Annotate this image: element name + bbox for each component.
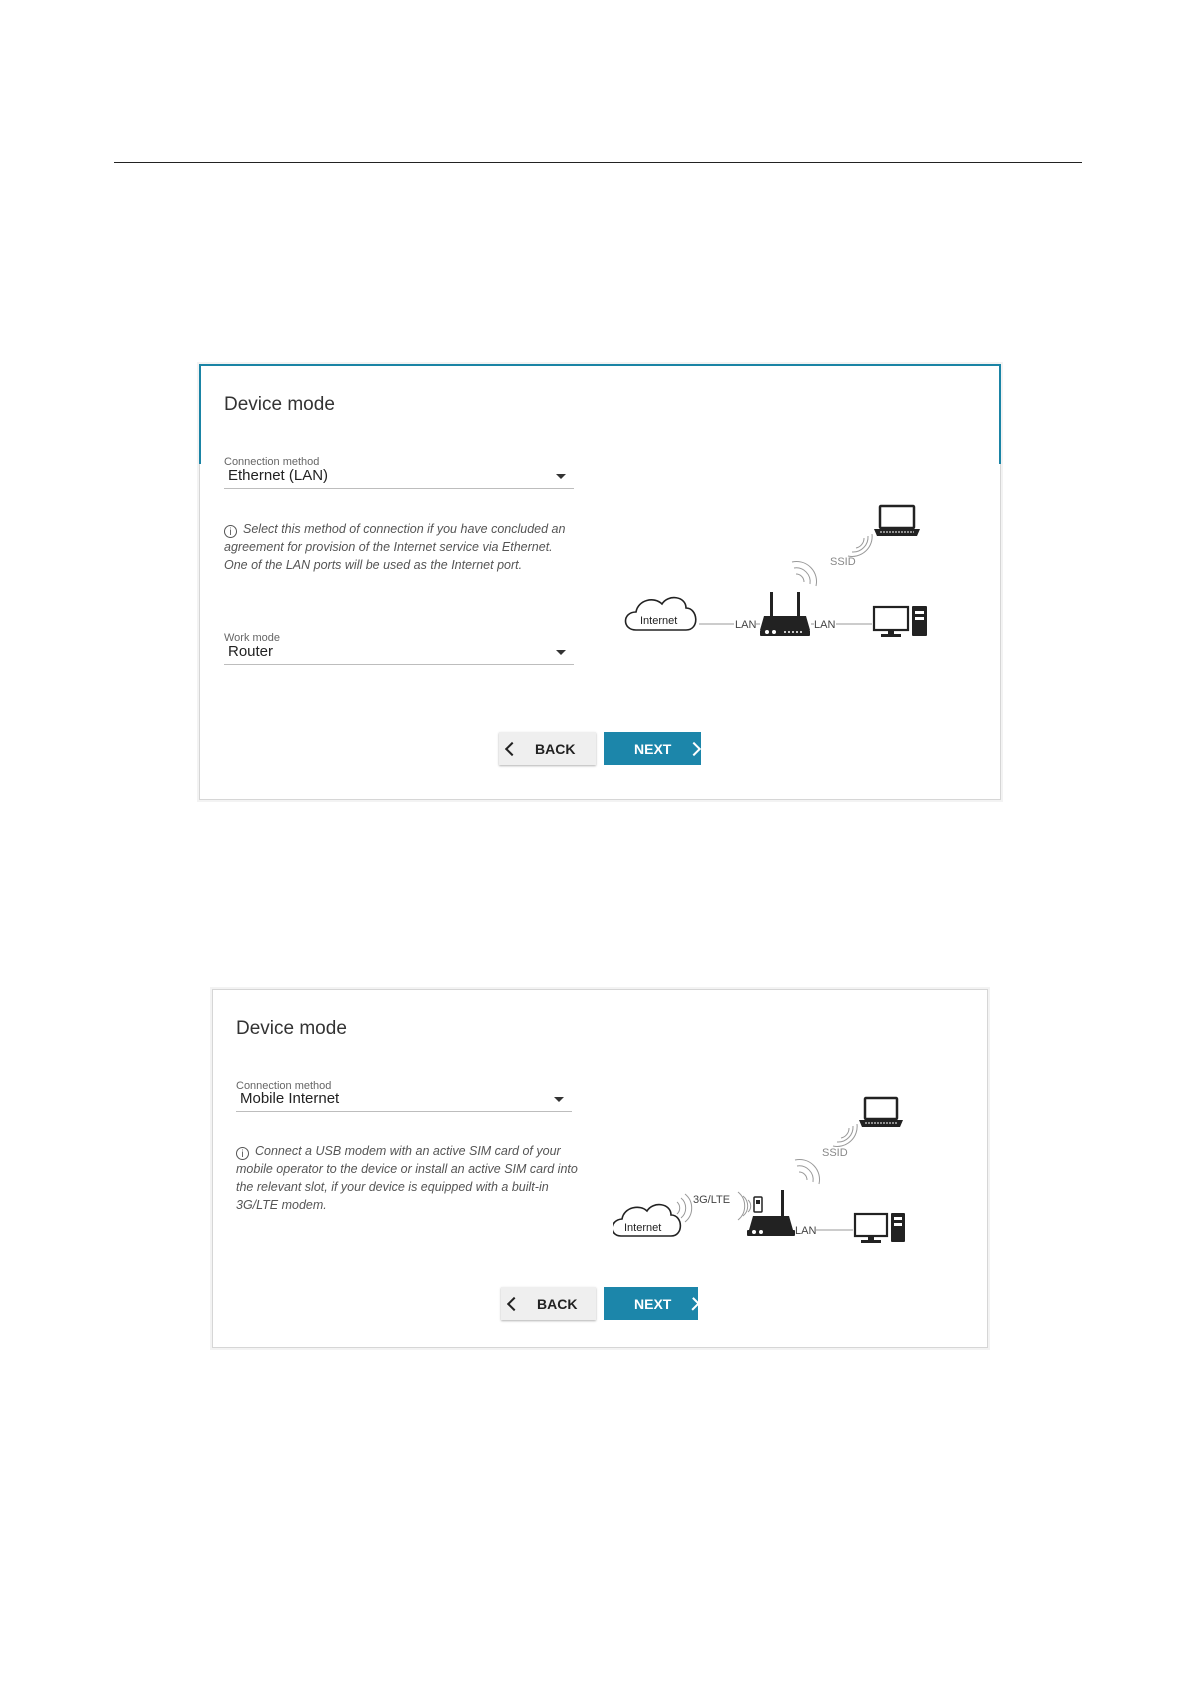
wifi-icon (833, 1124, 857, 1146)
back-button-label: BACK (535, 740, 576, 757)
ssid-label: SSID (830, 556, 856, 568)
connection-hint (224, 520, 579, 574)
chevron-left-icon (505, 741, 519, 755)
connection-method-label: Connection method (236, 1080, 332, 1092)
laptop-icon (874, 506, 920, 536)
mobile-label: 3G/LTE (693, 1194, 731, 1206)
desktop-icon (874, 606, 927, 637)
back-button[interactable] (501, 1287, 596, 1320)
work-mode-label: Work mode (224, 632, 281, 644)
lan-label: LAN (795, 1225, 817, 1237)
accent-border (199, 364, 201, 464)
caret-down-icon (556, 650, 566, 655)
wifi-icon (795, 1159, 820, 1184)
connection-method-label: Connection method (224, 456, 320, 468)
ssid-label: SSID (822, 1147, 848, 1159)
device-mode-panel-ethernet (199, 364, 1001, 800)
back-button-label: BACK (537, 1295, 578, 1312)
connection-hint (236, 1142, 586, 1214)
caret-down-icon (554, 1097, 564, 1102)
connection-hint-text: Select this method of connection if you have concluded an agreement for provision of the Internet service via Ethernet. One of the LAN ports will be used as the Internet port. (224, 522, 566, 572)
chevron-right-icon (687, 741, 701, 755)
connection-method-select[interactable] (224, 463, 574, 489)
top-rule (114, 162, 1082, 163)
connection-hint-text: Connect a USB modem with an active SIM card of your mobile operator to the device or install an active SIM card into the relevant slot, if your device is equipped with a built-in 3G/LTE modem. (236, 1144, 578, 1212)
next-button[interactable] (604, 1287, 698, 1320)
next-button-label: NEXT (634, 1295, 672, 1312)
accent-border (999, 364, 1001, 464)
work-mode-select[interactable] (224, 639, 574, 665)
usb-modem-icon (754, 1197, 762, 1212)
next-button[interactable] (604, 732, 701, 765)
connection-method-value: Mobile Internet (240, 1090, 340, 1107)
chevron-right-icon (687, 1297, 700, 1310)
lan-label: LAN (735, 619, 757, 631)
connection-method-select[interactable] (236, 1086, 572, 1112)
network-diagram (624, 496, 954, 646)
cloud-label: Internet (640, 615, 678, 627)
caret-down-icon (556, 474, 566, 479)
work-mode-value: Router (228, 643, 274, 660)
back-button[interactable] (499, 732, 596, 765)
wifi-icon (792, 561, 817, 586)
wifi-icon (738, 1192, 751, 1220)
desktop-icon (855, 1213, 905, 1243)
cloud-icon (613, 1205, 680, 1236)
next-button-label: NEXT (634, 740, 672, 757)
panel-title: Device mode (236, 1018, 347, 1039)
wifi-icon (677, 1194, 692, 1222)
router-icon (760, 592, 810, 636)
lan-label: LAN (814, 619, 836, 631)
wifi-icon (848, 534, 872, 556)
info-icon: i (236, 1147, 249, 1160)
laptop-icon (859, 1098, 903, 1127)
network-diagram (613, 1090, 933, 1250)
panel-title: Device mode (224, 394, 335, 415)
device-mode-panel-mobile (212, 989, 988, 1348)
connection-method-value: Ethernet (LAN) (228, 467, 329, 484)
chevron-left-icon (507, 1296, 521, 1310)
cloud-icon (626, 598, 696, 630)
info-icon: i (224, 525, 237, 538)
cloud-label: Internet (624, 1222, 662, 1234)
